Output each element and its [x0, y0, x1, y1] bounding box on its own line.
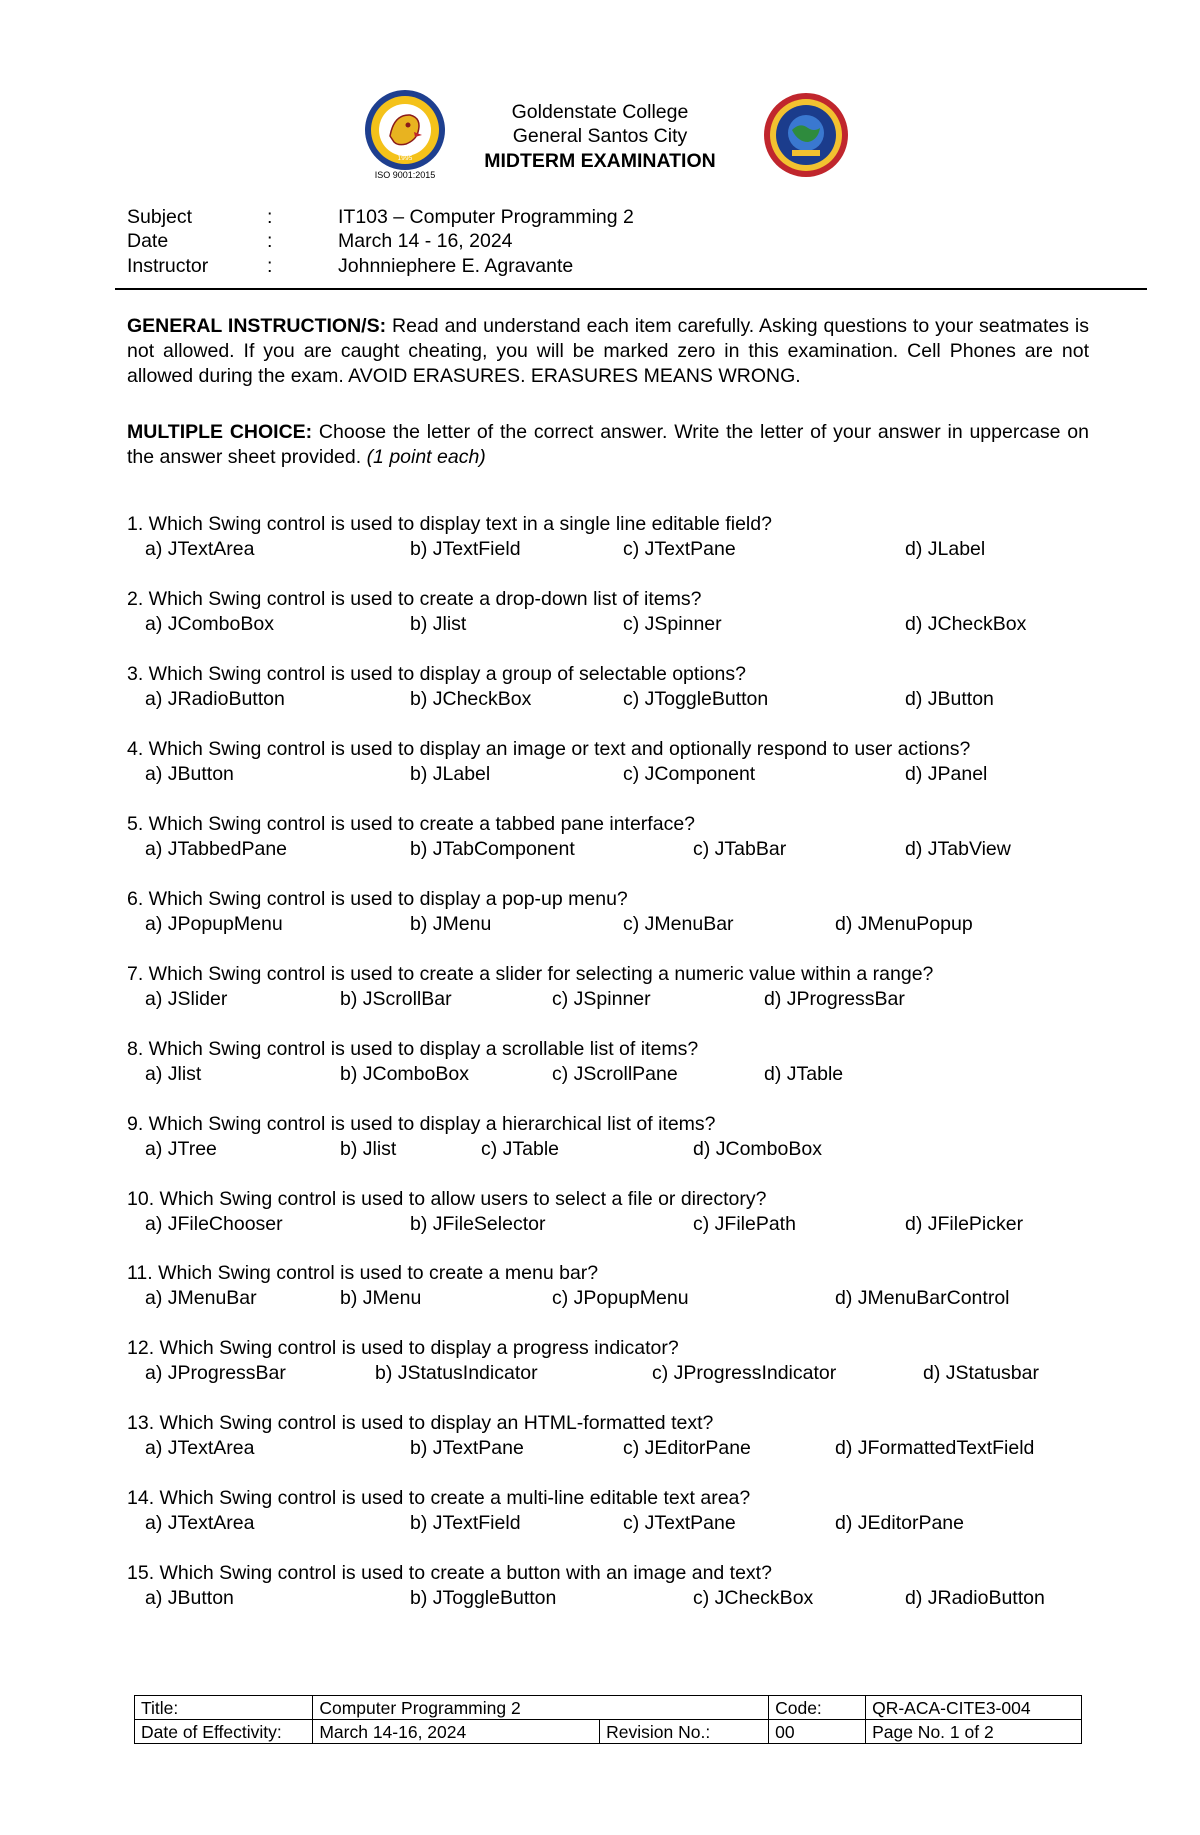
answer-option-a: a) JRadioButton [145, 688, 285, 710]
question-text: 2. Which Swing control is used to create a drop-down list of items? [127, 588, 702, 610]
question-text: 15. Which Swing control is used to create a button with an image and text? [127, 1562, 772, 1584]
answer-option-b: b) Jlist [410, 613, 467, 635]
answer-option-a: a) JTree [145, 1138, 217, 1160]
answer-option-d: d) JFilePicker [905, 1213, 1024, 1235]
answer-option-a: a) JFileChooser [145, 1213, 283, 1235]
exam-title: MIDTERM EXAMINATION [484, 150, 716, 172]
answer-option-b: b) JLabel [410, 763, 491, 785]
answer-option-b: b) JStatusIndicator [375, 1362, 538, 1384]
footer-date-value: March 14-16, 2024 [313, 1720, 600, 1744]
school-name: Goldenstate College [511, 101, 689, 123]
footer-revision-value: 00 [769, 1720, 866, 1744]
answer-option-b: b) JMenu [340, 1287, 422, 1309]
answer-option-d: d) JTabView [905, 838, 1011, 860]
answer-option-c: c) JTextPane [623, 1512, 736, 1534]
answer-option-d: d) JRadioButton [905, 1587, 1045, 1609]
answer-option-c: c) JCheckBox [693, 1587, 814, 1609]
answer-option-a: a) JProgressBar [145, 1362, 286, 1384]
question-text: 9. Which Swing control is used to display a hierarchical list of items? [127, 1113, 716, 1135]
school-city: General Santos City [512, 125, 688, 147]
answer-option-d: d) JButton [905, 688, 994, 710]
header-divider [115, 288, 1147, 290]
answer-option-a: a) JButton [145, 1587, 234, 1609]
answer-option-b: b) JComboBox [340, 1063, 469, 1085]
question-text: 10. Which Swing control is used to allow users to select a file or directory? [127, 1188, 767, 1210]
answer-option-d: d) JLabel [905, 538, 986, 560]
answer-option-c: c) JSpinner [623, 613, 722, 635]
answer-option-d: d) JProgressBar [764, 988, 905, 1010]
question-text: 7. Which Swing control is used to create a slider for selecting a numeric value within a range? [127, 963, 934, 985]
answer-option-d: d) JPanel [905, 763, 988, 785]
info-label: Instructor [127, 255, 209, 277]
info-value: IT103 – Computer Programming 2 [338, 206, 634, 228]
answer-option-b: b) JMenu [410, 913, 492, 935]
answer-option-d: d) JMenuPopup [835, 913, 973, 935]
question-text: 8. Which Swing control is used to display a scrollable list of items? [127, 1038, 699, 1060]
answer-option-c: c) JProgressIndicator [652, 1362, 837, 1384]
footer-code-label: Code: [769, 1696, 866, 1720]
question-text: 4. Which Swing control is used to display an image or text and optionally respond to user actions? [127, 738, 971, 760]
footer-title-value: Computer Programming 2 [313, 1696, 769, 1720]
info-label: Date [127, 230, 169, 252]
answer-option-b: b) JTextPane [410, 1437, 524, 1459]
footer-code-value: QR-ACA-CITE3-004 [866, 1696, 1082, 1720]
answer-option-b: b) JTextField [410, 1512, 521, 1534]
footer-title-label: Title: [135, 1696, 313, 1720]
question-text: 12. Which Swing control is used to display a progress indicator? [127, 1337, 679, 1359]
answer-option-b: b) JTextField [410, 538, 521, 560]
answer-option-c: c) JEditorPane [623, 1437, 751, 1459]
question-text: 11. Which Swing control is used to create a menu bar? [127, 1262, 599, 1284]
answer-option-c: c) JTextPane [623, 538, 736, 560]
footer-page-number: Page No. 1 of 2 [866, 1720, 1082, 1744]
info-separator: : [267, 255, 273, 277]
answer-option-a: a) JTextArea [145, 538, 255, 560]
mc-points: (1 point each) [366, 446, 486, 468]
answer-option-b: b) JTabComponent [410, 838, 575, 860]
answer-option-c: c) JTabBar [693, 838, 787, 860]
answer-option-a: a) JPopupMenu [145, 913, 283, 935]
answer-option-b: b) JToggleButton [410, 1587, 557, 1609]
info-value: March 14 - 16, 2024 [338, 230, 513, 252]
footer-date-label: Date of Effectivity: [135, 1720, 313, 1744]
answer-option-d: d) JTable [764, 1063, 844, 1085]
multiple-choice-instructions [127, 420, 1089, 470]
document-control-table [134, 1695, 1082, 1744]
answer-option-a: a) Jlist [145, 1063, 202, 1085]
answer-option-a: a) JTabbedPane [145, 838, 288, 860]
answer-option-c: c) JComponent [623, 763, 756, 785]
instructions-heading: GENERAL INSTRUCTION/S: [127, 315, 387, 337]
question-text: 14. Which Swing control is used to create a multi-line editable text area? [127, 1487, 751, 1509]
info-value: Johnniephere E. Agravante [338, 255, 574, 277]
footer-revision-label: Revision No.: [600, 1720, 769, 1744]
answer-option-a: a) JSlider [145, 988, 228, 1010]
answer-option-a: a) JButton [145, 763, 234, 785]
question-text: 3. Which Swing control is used to display a group of selectable options? [127, 663, 746, 685]
mc-text: Choose the letter of the correct answer. Write the letter of your answer in uppercase on the answer sheet provided. [127, 421, 1089, 468]
question-text: 1. Which Swing control is used to display text in a single line editable field? [127, 513, 772, 535]
answer-option-b: b) JFileSelector [410, 1213, 546, 1235]
question-text: 5. Which Swing control is used to create a tabbed pane interface? [127, 813, 696, 835]
answer-option-b: b) JScrollBar [340, 988, 452, 1010]
question-text: 13. Which Swing control is used to display an HTML-formatted text? [127, 1412, 714, 1434]
question-text: 6. Which Swing control is used to display a pop-up menu? [127, 888, 628, 910]
info-label: Subject [127, 206, 193, 228]
answer-option-c: c) JSpinner [552, 988, 651, 1010]
answer-option-d: d) JCheckBox [905, 613, 1027, 635]
footer-row-title [135, 1696, 1082, 1720]
svg-text:ISO 9001:2015: ISO 9001:2015 [374, 170, 436, 180]
general-instructions [127, 314, 1089, 389]
answer-option-d: d) JComboBox [693, 1138, 822, 1160]
svg-text:1995: 1995 [397, 155, 413, 162]
answer-option-c: c) JToggleButton [623, 688, 769, 710]
info-separator: : [267, 230, 273, 252]
answer-option-c: c) JScrollPane [552, 1063, 678, 1085]
answer-option-d: d) JStatusbar [923, 1362, 1039, 1384]
answer-option-a: a) JTextArea [145, 1437, 255, 1459]
answer-option-a: a) JComboBox [145, 613, 274, 635]
answer-option-c: c) JTable [481, 1138, 560, 1160]
answer-option-a: a) JMenuBar [145, 1287, 257, 1309]
info-separator: : [267, 206, 273, 228]
answer-option-b: b) Jlist [340, 1138, 397, 1160]
answer-option-c: c) JMenuBar [623, 913, 734, 935]
answer-option-c: c) JPopupMenu [552, 1287, 689, 1309]
answer-option-a: a) JTextArea [145, 1512, 255, 1534]
answer-option-b: b) JCheckBox [410, 688, 532, 710]
answer-option-d: d) JEditorPane [835, 1512, 964, 1534]
answer-option-c: c) JFilePath [693, 1213, 796, 1235]
mc-heading: MULTIPLE CHOICE: [127, 421, 313, 443]
answer-option-d: d) JMenuBarControl [835, 1287, 1010, 1309]
instructions-text: Read and understand each item carefully. Asking questions to your seatmates is not allowed. If you are caught cheating, you will be marked zero in this examination. Cell Phones are not allowed during the exam. AVOID ERASURES. ERASURES MEANS WRONG. [127, 315, 1089, 387]
footer-row-date [135, 1720, 1082, 1744]
answer-option-d: d) JFormattedTextField [835, 1437, 1035, 1459]
